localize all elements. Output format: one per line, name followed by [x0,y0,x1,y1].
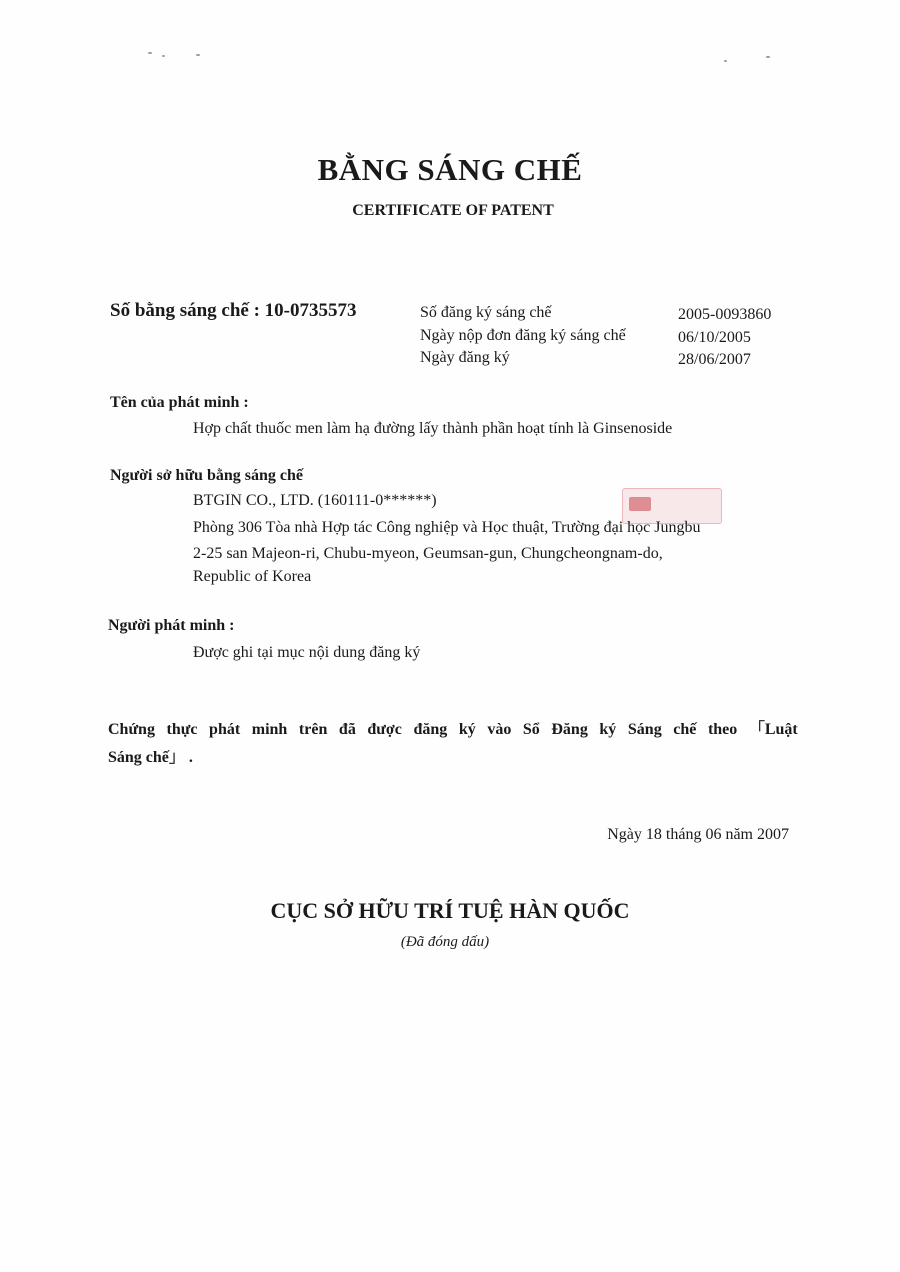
certification-word: Sổ [522,721,540,738]
owner-line: BTGIN CO., LTD. (160111-0******) [193,492,437,509]
certification-word: đăng [413,721,448,738]
registration-number-value: 2005-0093860 [678,306,772,323]
certification-word: ký [458,721,476,738]
scan-speck [766,56,770,58]
filing-date-value: 06/10/2005 [678,329,751,346]
certification-word: thực [166,721,198,738]
issuing-office: CỤC SỞ HỮU TRÍ TUỆ HÀN QUỐC [270,898,630,923]
patent-number: Số bằng sáng chế : 10-0735573 [110,300,357,321]
invention-name: Hợp chất thuốc men làm hạ đường lấy thành phần hoạt tính là Ginsenoside [193,420,673,437]
inventor-label: Người phát minh : [108,617,235,634]
certification-word: Chứng [108,721,155,738]
scan-speck [162,55,165,57]
owner-line: 2-25 san Majeon-ri, Chubu-myeon, Geumsan-gun, Chungcheongnam-do, [193,545,663,562]
owner-label: Người sở hữu bằng sáng chế [110,467,303,484]
issue-date: Ngày 18 tháng 06 năm 2007 [607,826,789,843]
certification-line-1 [108,716,798,744]
certification-word: theo [707,721,738,738]
certification-word: Đăng [551,721,588,738]
registration-number-label: Số đăng ký sáng chế [420,304,552,321]
certification-word: đã [338,721,356,738]
certification-word: trên [298,721,328,738]
certificate-subtitle: CERTIFICATE OF PATENT [352,202,554,219]
certification-word: Sáng [627,721,662,738]
sealed-note: (Đã đóng dấu) [400,934,490,950]
certification-line-2: Sáng chế」 . [108,749,193,766]
certification-word: vào [487,721,512,738]
filing-date-label: Ngày nộp đơn đăng ký sáng chế [420,327,626,344]
scan-speck [724,60,727,62]
certification-statement [108,716,798,772]
certificate-title: BẰNG SÁNG CHẾ [317,152,583,187]
owner-line: Phòng 306 Tòa nhà Hợp tác Công nghiệp và Học thuật, Trường đại học Jungbu [193,519,701,536]
registration-date-value: 28/06/2007 [678,351,751,368]
certification-word: minh [251,721,288,738]
certification-word: ký [599,721,617,738]
certification-word: 「Luật [748,721,798,738]
invention-label: Tên của phát minh : [110,394,249,411]
certification-word: phát [209,721,241,738]
certification-word: được [367,721,402,738]
owner-line: Republic of Korea [193,568,312,585]
scan-speck [196,54,200,56]
registration-date-label: Ngày đăng ký [420,349,510,366]
scan-speck [148,52,152,54]
certification-word: chế [673,721,697,738]
inventor-text: Được ghi tại mục nội dung đăng ký [193,644,421,661]
